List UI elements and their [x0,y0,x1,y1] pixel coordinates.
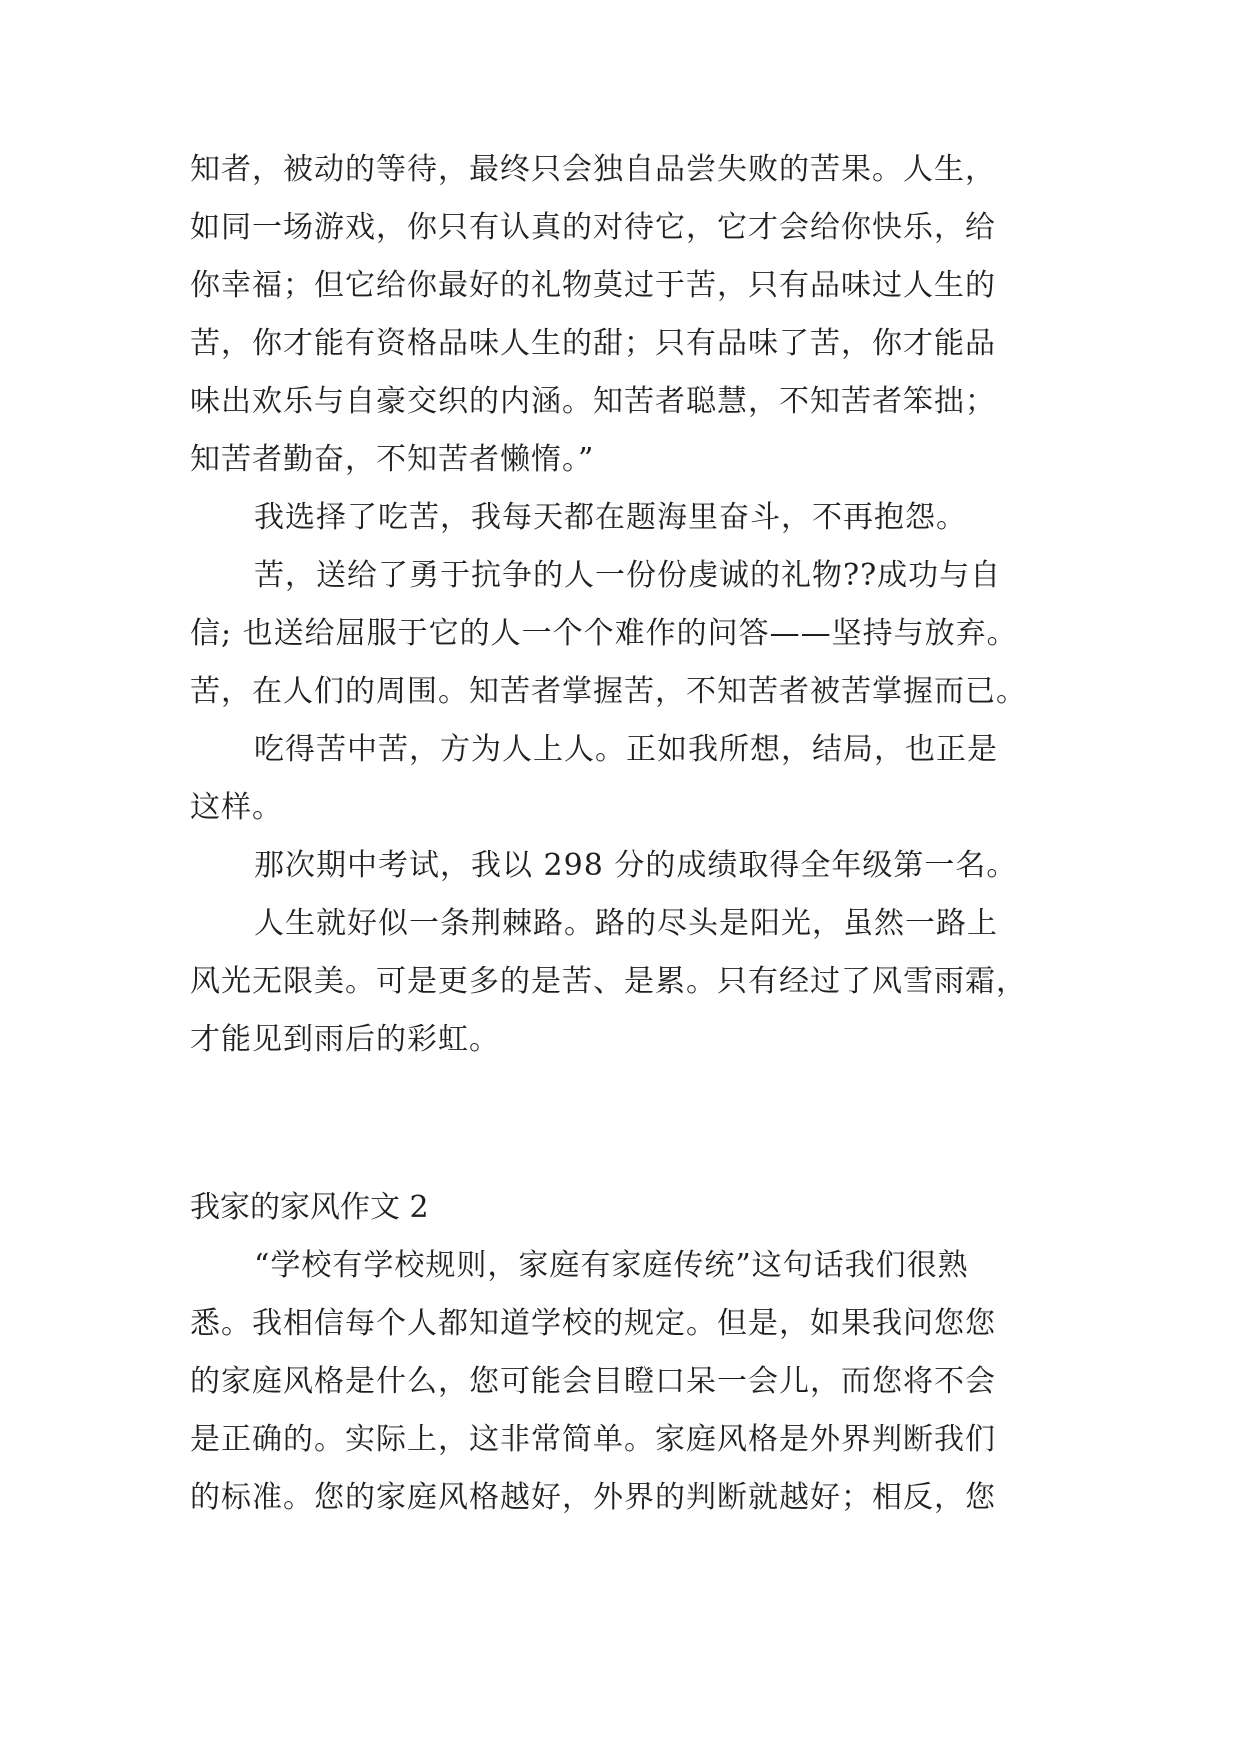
paragraph-line: 的标准。您的家庭风格越好，外界的判断就越好；相反，您 [190,1480,996,1515]
paragraph-line: 苦，你才能有资格品味人生的甜；只有品味了苦，你才能品 [190,326,996,361]
paragraph-line: 吃得苦中苦，方为人上人。正如我所想，结局，也正是 [254,732,998,767]
paragraph-line: 信; 也送给屈服于它的人一个个难作的问答——坚持与放弃。 [190,616,1018,651]
paragraph-line: 如同一场游戏，你只有认真的对待它，它才会给你快乐，给 [190,210,996,245]
paragraph-line: 苦，送给了勇于抗争的人一份份虔诚的礼物??成功与自 [254,558,1002,593]
essay-title: 我家的家风作文 2 [190,1190,429,1225]
paragraph-line: 味出欢乐与自豪交织的内涵。知苦者聪慧，不知苦者笨拙； [190,384,996,419]
paragraph-line: 苦，在人们的周围。知苦者掌握苦，不知苦者被苦掌握而已。 [190,674,1027,709]
paragraph-line: 人生就好似一条荆棘路。路的尽头是阳光，虽然一路上 [254,906,998,941]
paragraph-line: 知者，被动的等待，最终只会独自品尝失败的苦果。人生， [190,152,996,187]
paragraph-line: 悉。我相信每个人都知道学校的规定。但是，如果我问您您 [190,1306,996,1341]
paragraph-line: 我选择了吃苦，我每天都在题海里奋斗，不再抱怨。 [254,500,967,535]
paragraph-line: 这样。 [190,790,283,825]
paragraph-line: 是正确的。实际上，这非常简单。家庭风格是外界判断我们 [190,1422,996,1457]
paragraph-line: 才能见到雨后的彩虹。 [190,1022,500,1057]
paragraph-line: 那次期中考试，我以 298 分的成绩取得全年级第一名。 [254,848,1018,883]
paragraph-line: 的家庭风格是什么，您可能会目瞪口呆一会儿，而您将不会 [190,1364,996,1399]
paragraph-line: 风光无限美。可是更多的是苦、是累。只有经过了风雪雨霜， [190,964,1027,999]
paragraph-line: 知苦者勤奋，不知苦者懒惰。” [190,442,595,477]
paragraph-line: 你幸福；但它给你最好的礼物莫过于苦，只有品味过人生的 [190,268,996,303]
paragraph-line: “学校有学校规则，家庭有家庭传统”这句话我们很熟 [254,1248,969,1283]
